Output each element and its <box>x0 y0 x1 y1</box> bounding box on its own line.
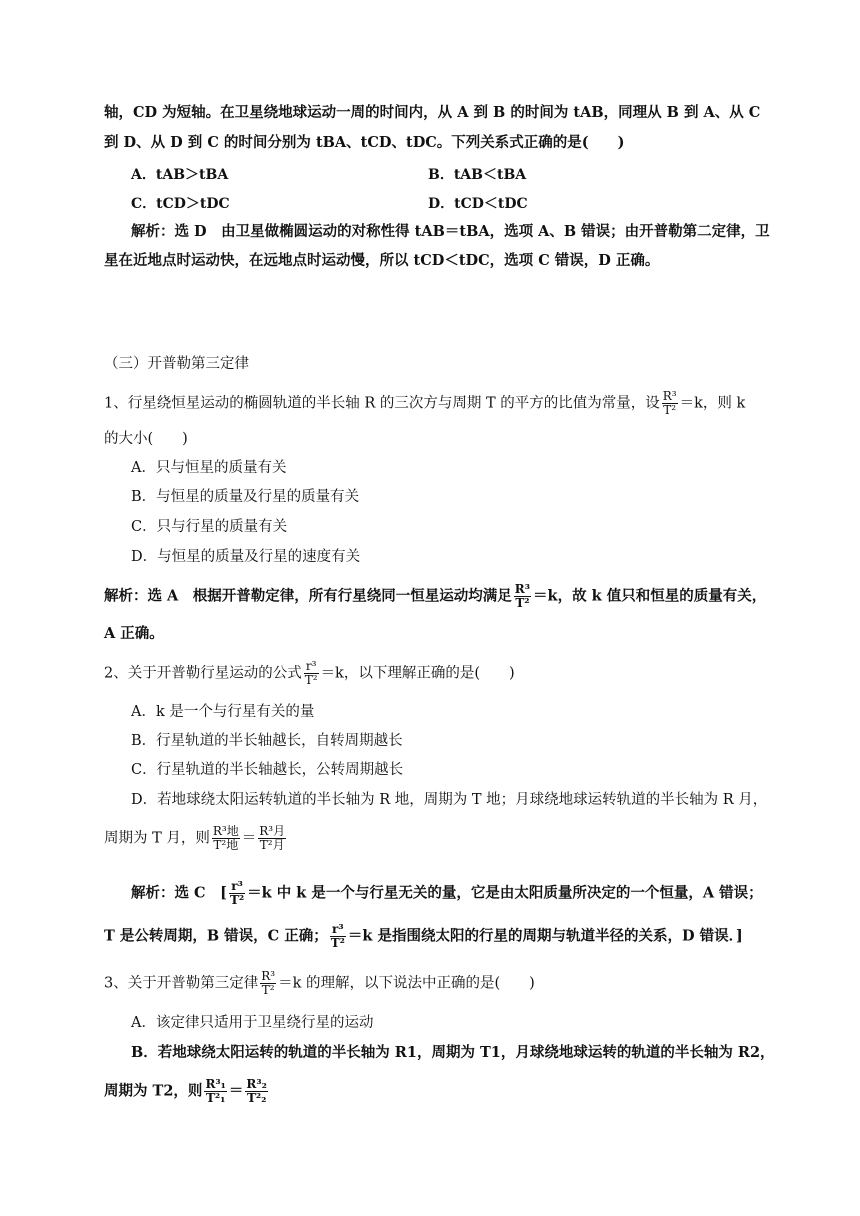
formula-r3-t2 <box>330 923 346 950</box>
question-3 <box>104 970 535 997</box>
option-c: C．只与行星的质量有关 <box>131 519 288 535</box>
option-d: D．tCD＜tDC <box>428 196 528 212</box>
q2-stem: 2、关于开普勒行星运动的公式 <box>104 665 302 682</box>
formula-r3-t2 <box>514 583 531 610</box>
option-a: A．tAB＞tBA <box>131 167 229 183</box>
formula-num: r³ <box>229 880 245 894</box>
explanation <box>131 880 763 907</box>
formula-num: R³₂ <box>246 1077 267 1091</box>
formula-den: T² <box>663 403 677 417</box>
equals-sign: ＝ <box>241 830 257 847</box>
formula-den: T²₂ <box>246 1091 267 1105</box>
formula-num: R³ <box>514 582 531 596</box>
option-a: A．k 是一个与行星有关的量 <box>131 704 315 720</box>
formula-ratio <box>204 1078 226 1105</box>
formula-den: T² <box>229 893 245 907</box>
formula-den: T²月 <box>259 838 285 852</box>
q1-stem-tail: ＝k，则 k <box>679 395 746 412</box>
question-2 <box>104 660 515 687</box>
explanation: 解析：选 D 由卫星做椭圆运动的对称性得 tAB＝tBA，选项 A、B 错误；由开普勒第二定律，卫 <box>131 223 770 240</box>
explanation-text: ＝k 是指围绕太阳的行星的周期与轨道半径的关系，D 错误．] <box>347 927 743 945</box>
formula-num: R³₁ <box>205 1077 226 1091</box>
option-b: B．行星轨道的半长轴越长，自转周期越长 <box>131 733 403 749</box>
option-a: A．该定律只适用于卫星绕行星的运动 <box>131 1015 374 1031</box>
q2-stem-tail: ＝k，以下理解正确的是( ) <box>320 665 515 682</box>
option-c: C．tCD＞tDC <box>131 196 230 212</box>
formula-num: R³月 <box>259 824 286 838</box>
q3-stem-tail: ＝k 的理解，以下说法中正确的是( ) <box>278 975 535 992</box>
formula-num: R³地 <box>212 824 239 838</box>
formula-num: r³ <box>304 660 319 674</box>
option-b: B．若地球绕太阳运转的轨道的半长轴为 R1，周期为 T1，月球绕地球运转的轨道的半长轴为 R2， <box>131 1044 775 1061</box>
option-b-text: 周期为 T2，则 <box>104 1082 203 1100</box>
option-b: B．与恒星的质量及行星的质量有关 <box>131 489 360 505</box>
explanation: 星在近地点时运动快，在远地点时运动慢，所以 tCD＜tDC，选项 C 错误，D 正确。 <box>104 252 660 269</box>
explanation-text: 解析：选 C [ <box>131 884 227 902</box>
q3-stem: 3、关于开普勒第三定律 <box>104 975 259 992</box>
explanation: A 正确。 <box>104 625 164 642</box>
explanation-text: T 是公转周期，B 错误，C 正确； <box>104 927 328 945</box>
formula-num: R³ <box>662 389 677 403</box>
formula-ratio <box>212 825 240 852</box>
formula-den: T² <box>304 673 318 687</box>
option-b: B．tAB＜tBA <box>428 167 527 183</box>
option-a: A．只与恒星的质量有关 <box>131 460 287 476</box>
q1-stem-cont: 的大小( ) <box>104 431 188 447</box>
equals-sign: ＝ <box>228 1082 244 1100</box>
formula-den: T² <box>515 596 530 610</box>
formula-den: T²地 <box>213 838 239 852</box>
formula-r3-t2 <box>304 660 319 687</box>
text-line: 轴，CD 为短轴。在卫星绕地球运动一周的时间内，从 A 到 B 的时间为 tAB，同理从 B 到 A、从 C <box>104 104 761 121</box>
formula-r3-t2 <box>662 390 678 417</box>
explanation-text: ＝k，故 k 值只和恒星的质量有关， <box>533 587 767 605</box>
explanation-text: 解析：选 A 根据开普勒定律，所有行星绕同一恒星运动均满足 <box>104 587 512 605</box>
explanation <box>104 583 766 610</box>
formula-ratio <box>258 825 286 852</box>
formula-r3-t2 <box>229 880 245 907</box>
option-d-cont <box>104 825 288 852</box>
section-title: （三）开普勒第三定律 <box>104 356 249 372</box>
explanation <box>104 923 743 950</box>
option-d-text: 周期为 T 月，则 <box>104 830 210 847</box>
text-line: 到 D、从 D 到 C 的时间分别为 tBA、tCD、tDC。下列关系式正确的是( ) <box>104 134 625 151</box>
formula-ratio <box>245 1078 267 1105</box>
explanation-text: ＝k 中 k 是一个与行星无关的量，它是由太阳质量所决定的一个恒量，A 错误； <box>247 884 763 902</box>
q1-stem: 1、行星绕恒星运动的椭圆轨道的半长轴 R 的三次方与周期 T 的平方的比值为常量，设 <box>104 395 660 412</box>
question-1 <box>104 390 745 417</box>
formula-r3-t2 <box>260 970 276 997</box>
option-c: C．行星轨道的半长轴越长，公转周期越长 <box>131 762 404 778</box>
option-d: D．与恒星的质量及行星的速度有关 <box>131 549 361 565</box>
formula-num: R³ <box>261 969 276 983</box>
formula-den: T² <box>330 936 345 950</box>
formula-num: r³ <box>330 923 346 937</box>
formula-den: T² <box>261 983 275 997</box>
option-d: D．若地球绕太阳运转轨道的半长轴为 R 地，周期为 T 地；月球绕地球运转轨道的半长轴为 R 月， <box>131 792 768 808</box>
formula-den: T²₁ <box>205 1091 226 1105</box>
option-b-cont <box>104 1078 270 1105</box>
